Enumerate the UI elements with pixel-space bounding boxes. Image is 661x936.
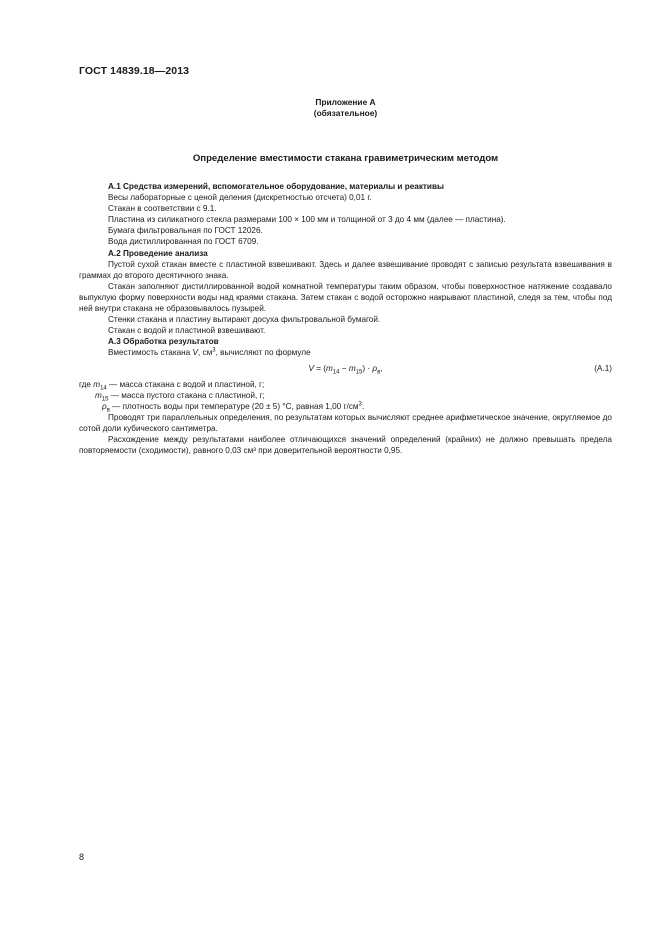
paragraph: Расхождение между результатами наиболее отличающихся значений определений (крайних) не должно превышать предела повторяемости (сходимости), равного 0,03 см³ при доверительной вероятности 0,95. [79, 434, 612, 456]
formula-a1 [79, 359, 612, 379]
appendix-block [79, 97, 612, 119]
list-item: Стакан в соответствии с 9.1. [108, 204, 217, 214]
page-number: 8 [79, 852, 85, 862]
section-a3-heading: А.3 Обработка результатов [108, 337, 219, 347]
list-item: Вода дистиллированная по ГОСТ 6709. [108, 237, 259, 247]
where-item: $\rho_в$ — плотность воды при температуре (20 ± 5) °С, равная 1,00 $г/см^3$. [102, 400, 365, 414]
where-item: где $m_{14}$ — масса стакана с водой и пластиной, г; [79, 379, 265, 392]
list-item: Пластина из силикатного стекла размерами 100 × 100 мм и толщиной от 3 до 4 мм (далее — пластина). [108, 215, 506, 225]
section-a1-heading: А.1 Средства измерений, вспомогательное оборудование, материалы и реактивы [108, 182, 444, 191]
section-title: Определение вместимости стакана гравиметрическим методом [192, 153, 499, 164]
where-item: $m_{15}$ — масса пустого стакана с пластиной, г; [95, 390, 265, 403]
paragraph: Стакан с водой и пластиной взвешивают. [108, 326, 266, 336]
section-a2-heading: А.2 Проведение анализа [108, 248, 208, 258]
standard-code-header: ГОСТ 14839.18—2013 [79, 65, 190, 77]
document-body [79, 181, 612, 456]
list-item: Бумага фильтровальная по ГОСТ 12026. [108, 226, 263, 236]
paragraph: Стакан заполняют дистиллированной водой комнатной температуры таким образом, чтобы поверхностное натяжение создавало выпуклую форму поверхности воды над краями стакана. Затем стакан с водой осторожно накрывают пластиной, следя за тем, чтобы под ней внутри стакана не образовывалось пузырей. [79, 281, 612, 314]
formula-expression: $V = (m_{14} - m_{15}) \cdot \rho_в$, [308, 363, 383, 376]
list-item: Весы лабораторные с ценой деления (дискретностью отсчета) 0,01 г. [108, 193, 372, 203]
formula-number: (А.1) [594, 363, 612, 373]
formula-intro: Вместимость стакана V, $см^3$, вычисляют по формуле [108, 347, 311, 358]
paragraph: Проводят три параллельных определения, по результатам которых вычисляют среднее арифметическое значение, округляемое до сотой доли кубического сантиметра. [79, 412, 612, 433]
appendix-status: (обязательное) [313, 108, 378, 118]
paragraph: Пустой сухой стакан вместе с пластиной взвешивают. Здесь и далее взвешивание проводят с записью результата взвешивания в граммах до второго десятичного знака. [79, 259, 612, 280]
paragraph: Стенки стакана и пластину вытирают досуха фильтровальной бумагой. [108, 315, 381, 325]
appendix-label: Приложение А [315, 97, 376, 107]
